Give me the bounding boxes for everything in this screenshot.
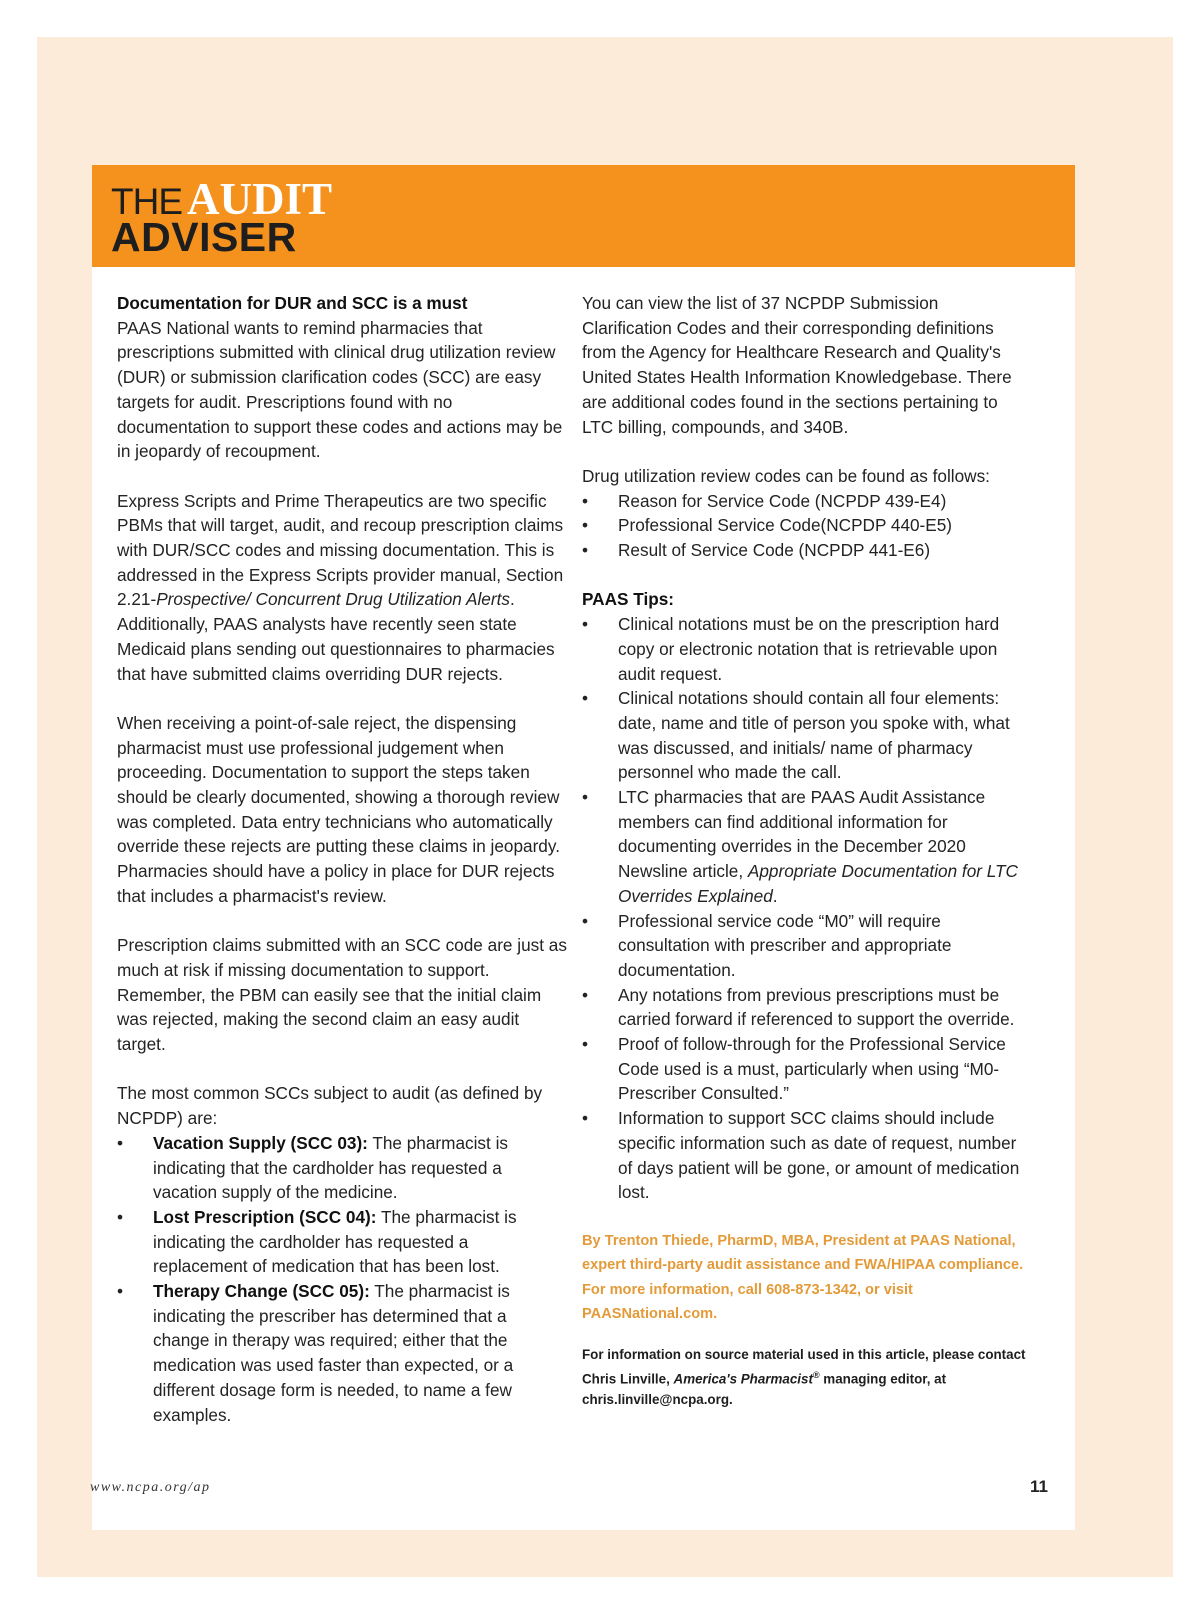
paragraph-pbms-text-a: Express Scripts and Prime Therapeutics are two specific PBMs that will target, audit, and recoup prescription claims with DUR/SCC codes and missing documentation. This is addressed in the Express Scripts provider manual, Section 2.21- (117, 490, 564, 610)
right-column (582, 291, 1032, 1410)
list-item (582, 538, 1032, 563)
tip-text: Clinical notations must be on the prescription hard copy or electronic notation that is retrievable upon audit request. (618, 614, 1000, 684)
magazine-name: America's Pharmacist (673, 1371, 813, 1387)
dur-code: Reason for Service Code (NCPDP 439-E4) (618, 490, 947, 511)
bullet: • (582, 787, 589, 808)
dur-code: Professional Service Code(NCPDP 440-E5) (618, 515, 953, 536)
author-byline: By Trenton Thiede, PharmD, MBA, President at PAAS National, expert third-party audit assistance and FWA/HIPAA compliance. For more information, call 608-873-1342, or visit PAASNational.com. (582, 1232, 1024, 1323)
list-item (582, 983, 1032, 1032)
bullet: • (582, 614, 589, 635)
list-item (582, 1106, 1032, 1205)
footer-url[interactable]: www.ncpa.org/ap (90, 1480, 211, 1495)
registered-mark: ® (812, 1370, 820, 1381)
dur-code-list (582, 489, 1032, 563)
contact-text-b: managing editor, at chris.linville@ncpa.org. (582, 1371, 947, 1407)
tip-text: Proof of follow-through for the Professional Service Code used is a must, particularly when using “M0-Prescriber Consulted.” (618, 1034, 1006, 1104)
bullet: • (117, 1132, 124, 1153)
bullet: • (582, 515, 589, 536)
scc-list (117, 1131, 567, 1427)
page-number: 11 (1030, 1477, 1048, 1496)
title-adviser: ADVISER (111, 214, 297, 260)
newsline-article-title: Appropriate Documentation for LTC Overrides Explained (618, 861, 1018, 906)
paragraph-scc-risk: Prescription claims submitted with an SCC code are just as much at risk if missing documentation to support. Remember, the PBM can easily see that the initial claim was rejected, making the second claim an easy audit target. (117, 935, 567, 1055)
bullet: • (582, 1108, 589, 1129)
tips-heading: PAAS Tips: (582, 589, 674, 610)
tip-text: Information to support SCC claims should include specific information such as date of request, number of days patient will be gone, or amount of medication lost. (618, 1108, 1020, 1203)
list-item (582, 513, 1032, 538)
contact-text-a: For information on source material used in this article, please contact Chris Linville, (582, 1346, 1026, 1387)
list-item (582, 785, 1032, 909)
list-item (582, 686, 1032, 785)
header-banner (92, 165, 1075, 267)
article-content (92, 267, 1075, 1530)
paragraph-intro: PAAS National wants to remind pharmacies that prescriptions submitted with clinical drug utilization review (DUR) or submission clarification codes (SCC) are easy targets for audit. Prescriptions found with no documentation to support these codes and actions may be in jeopardy of recoupment. (117, 317, 563, 462)
paragraph-pbms-text-b: . Additionally, PAAS analysts have recently seen state Medicaid plans sending out questionnaires to pharmacies that have submitted claims overriding DUR rejects. (117, 589, 555, 684)
bullet: • (582, 984, 589, 1005)
contact-note (582, 1345, 1032, 1411)
bullet: • (117, 1206, 124, 1227)
tips-list (582, 612, 1032, 1205)
tip-text-end: . (772, 885, 778, 906)
list-item (582, 612, 1032, 686)
bullet: • (582, 688, 589, 709)
tip-text: Any notations from previous prescriptions must be carried forward if referenced to support the override. (618, 984, 1015, 1030)
paragraph-pbms (117, 489, 567, 687)
left-column (117, 291, 567, 1427)
scc-label: Therapy Change (SCC 05): (153, 1281, 370, 1302)
bullet: • (582, 910, 589, 931)
paragraph-ncpdp-codes: You can view the list of 37 NCPDP Submission Clarification Codes and their corresponding definitions from the Agency for Healthcare Research and Quality's United States Health Information Knowledgebase. There are additional codes found in the sections pertaining to LTC billing, compounds, and 340B. (582, 293, 1012, 437)
scc-label: Lost Prescription (SCC 04): (153, 1206, 377, 1227)
article-heading: Documentation for DUR and SCC is a must (117, 293, 468, 313)
paragraph-dur-codes: Drug utilization review codes can be found as follows: (582, 465, 990, 486)
list-item (582, 1032, 1032, 1106)
list-item (582, 489, 1032, 514)
page-background (37, 37, 1173, 1577)
paragraph-point-of-sale: When receiving a point-of-sale reject, the dispensing pharmacist must use professional judgement when proceeding. Documentation to support the steps taken should be clearly documented, showing a thorough review was completed. Data entry technicians who automatically override these rejects are putting these claims in jeopardy. Pharmacies should have a policy in place for DUR rejects that includes a pharmacist's review. (117, 712, 560, 906)
tip-text: Professional service code “M0” will require consultation with prescriber and appropriate documentation. (618, 910, 952, 980)
scc-label: Vacation Supply (SCC 03): (153, 1132, 368, 1153)
scc-text: The pharmacist is indicating the prescriber has determined that a change in therapy was required; either that the medication was used faster than expected, or a different dosage form is needed, to name a few examples. (153, 1281, 514, 1425)
dur-code: Result of Service Code (NCPDP 441-E6) (618, 540, 931, 561)
paragraph-common-sccs: The most common SCCs subject to audit (as defined by NCPDP) are: (117, 1083, 543, 1129)
bullet: • (582, 540, 589, 561)
scc-text: The pharmacist is indicating the cardholder has requested a replacement of medication that has been lost. (153, 1206, 517, 1277)
title-the: THE (111, 181, 182, 222)
manual-section-title: Prospective/ Concurrent Drug Utilization Alerts (156, 589, 510, 610)
tip-text: Clinical notations should contain all four elements: date, name and title of person you spoke with, what was discussed, and initials/ name of pharmacy personnel who made the call. (618, 688, 1010, 783)
list-item (117, 1205, 567, 1279)
list-item (117, 1279, 567, 1427)
bullet: • (582, 1034, 589, 1055)
title-audit: AUDIT (187, 174, 333, 224)
tip-text: LTC pharmacies that are PAAS Audit Assistance members can find additional information for documenting overrides in the December 2020 Newsline article, (618, 787, 986, 882)
bullet: • (582, 490, 589, 511)
list-item (117, 1131, 567, 1205)
list-item (582, 909, 1032, 983)
scc-text: The pharmacist is indicating that the cardholder has requested a vacation supply of the medicine. (153, 1132, 508, 1203)
bullet: • (117, 1281, 124, 1302)
